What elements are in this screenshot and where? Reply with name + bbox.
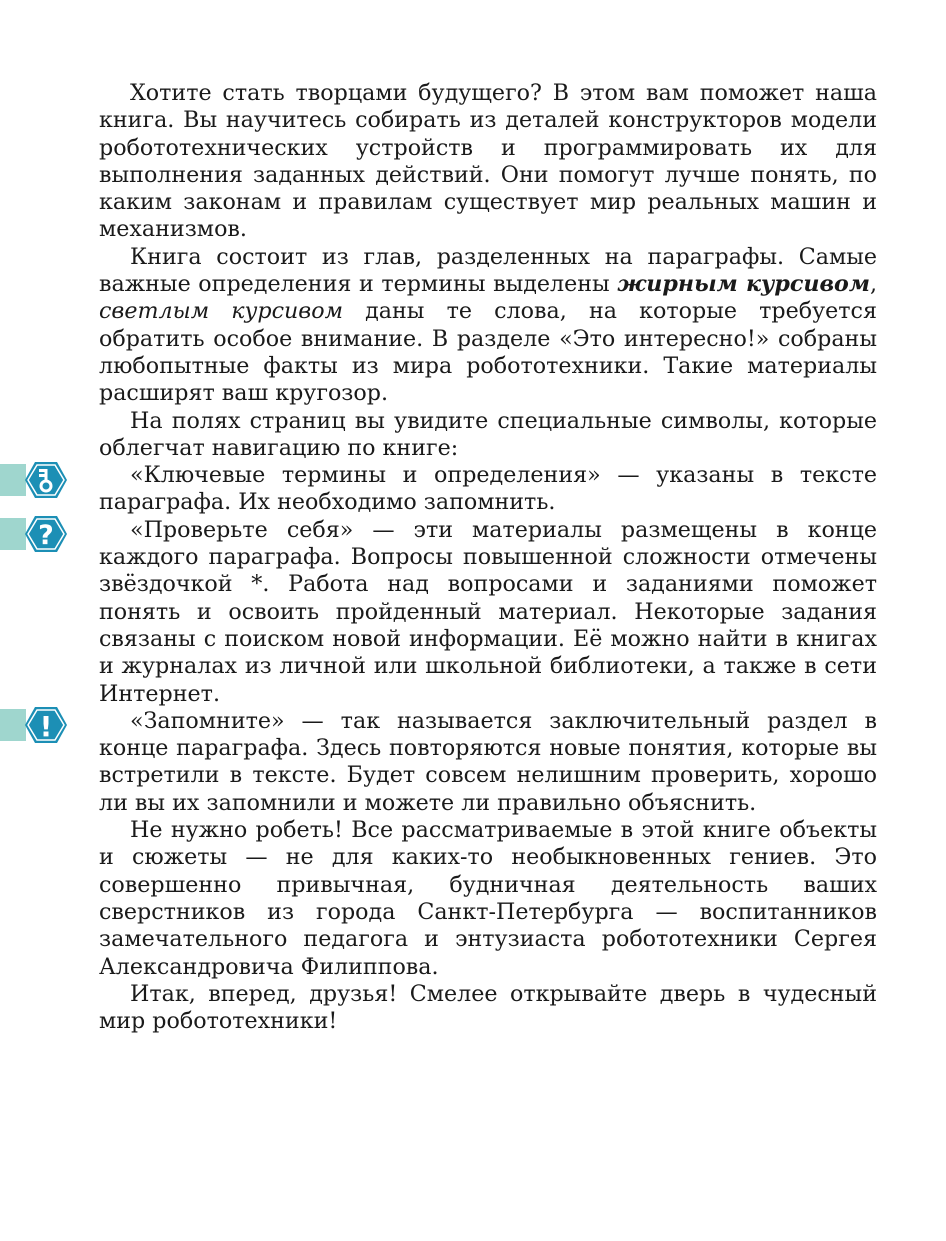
text-run: даны те слова, на которые требуется обратить особое внимание. В разделе «Это интересно!» собраны любопытные факты из мира робототехники. Такие материалы расширят ваш кругозор. [99, 298, 877, 407]
key-terms-marker [0, 461, 70, 499]
paragraph-remember: «Запомните» — так называется заключительный раздел в конце параграфа. Здесь повторяются новые понятия, которые вы встретили в тексте. Будет совсем нелишним проверить, хорошо ли вы их запомнили и можете ли правильно объяснить. [99, 707, 877, 816]
paragraph-structure [99, 244, 877, 408]
light-italic-term: светлым курсивом [99, 298, 343, 325]
svg-text:!: ! [39, 710, 53, 743]
svg-text:?: ? [38, 520, 54, 551]
paragraph-intro: Хотите стать творцами будущего? В этом вам поможет наша книга. Вы научитесь собирать из деталей конструкторов модели робототехнических устройств и программировать их для выполнения заданных действий. Они помогут лучше понять, по каким законам и правилам существует мир реальных машин и механизмов. [99, 80, 877, 243]
paragraph-navigation: На полях страниц вы увидите специальные символы, которые облегчат навигацию по книге: [99, 407, 877, 461]
exclamation-icon [24, 706, 68, 744]
marker-bar [0, 518, 26, 550]
intro-text [99, 80, 877, 1035]
text-run: Книга состоит из глав, разделенных на параграфы. Самые важные определения и термины выделены [99, 243, 877, 298]
text-run: , [869, 271, 877, 298]
remember-marker [0, 706, 70, 744]
marker-bar [0, 464, 26, 496]
bold-italic-term: жирным курсивом [617, 271, 870, 298]
key-icon [24, 461, 68, 499]
paragraph-encouragement: Не нужно робеть! Все рассматриваемые в этой книге объекты и сюжеты — не для каких-то необыкновенных гениев. Это совершенно привычная, будничная деятельность ваших сверстников из города Санкт-Петербурга — воспитанников замечательного педагога и энтузиаста робототехники Сергея Александровича Филиппова. [99, 817, 877, 980]
paragraph-closing: Итак, вперед, друзья! Смелее открывайте дверь в чудесный мир робототехники! [99, 980, 877, 1035]
check-yourself-marker [0, 515, 70, 553]
paragraph-key-terms: «Ключевые термины и определения» — указаны в тексте параграфа. Их необходимо запомнить. [99, 462, 877, 516]
paragraph-check-yourself: «Проверьте себя» — эти материалы размещены в конце каждого параграфа. Вопросы повышенной сложности отмечены звёздочкой *. Работа над вопросами и заданиями поможет понять и освоить пройденный материал. Некоторые задания связаны с поиском новой информации. Её можно найти в книгах и журналах из личной или школьной библиотеки, а также в сети Интернет. [99, 516, 877, 707]
marker-bar [0, 709, 26, 741]
question-icon [24, 515, 68, 553]
